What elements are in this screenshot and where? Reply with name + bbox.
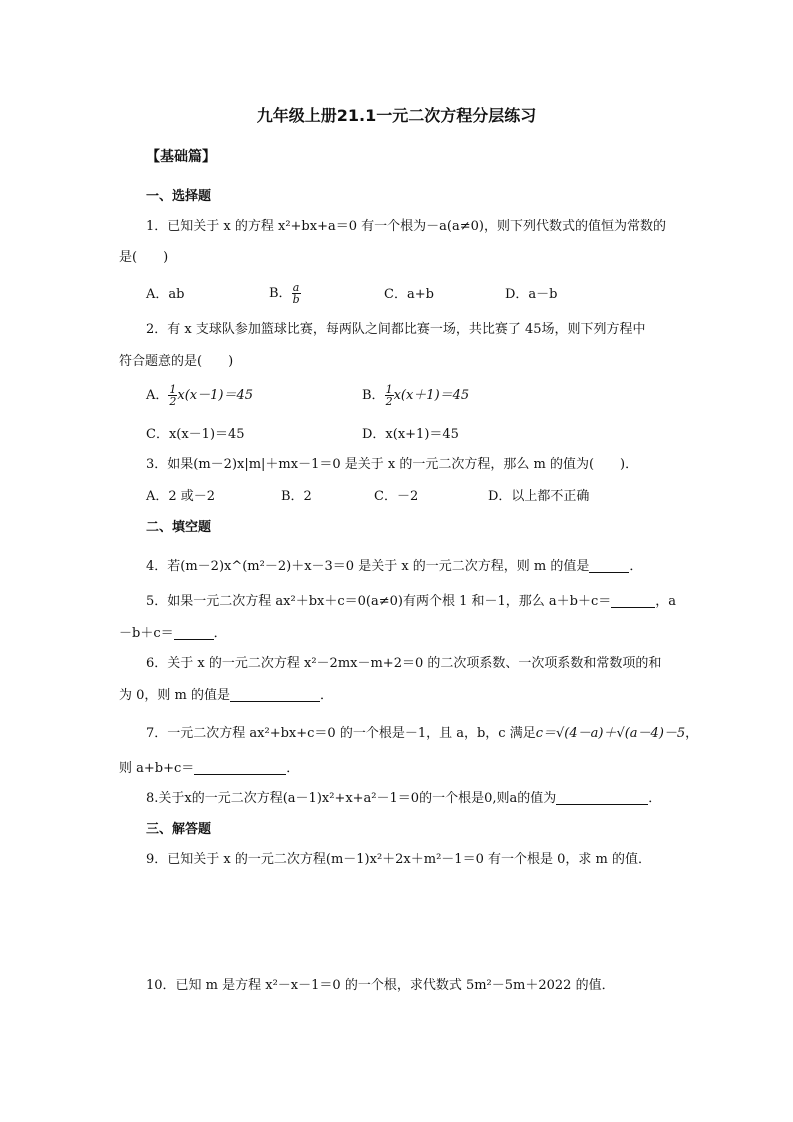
q2-option-a-label: A． bbox=[146, 388, 169, 403]
q6-text-2-end: ． bbox=[320, 688, 334, 703]
q3-option-b: B．2 bbox=[281, 489, 312, 504]
q2-option-b bbox=[362, 384, 469, 407]
part2-heading: 二、填空题 bbox=[146, 520, 212, 535]
q7-text-1: 7．一元二次方程 ax²+bx+c＝0 的一个根是－1，且 a，b，c 满足 bbox=[146, 726, 536, 741]
fraction-denominator: b bbox=[292, 293, 300, 306]
part3-heading: 三、解答题 bbox=[146, 822, 212, 837]
q5-answer-blank-1[interactable] bbox=[611, 595, 655, 608]
fraction-numerator: 1 bbox=[385, 383, 393, 396]
q4-text: 4．若(m－2)x^(m²－2)＋x－3＝0 是关于 x 的一元二次方程，则 m 的值是 bbox=[146, 559, 590, 574]
q2-option-d: D．x(x+1)＝45 bbox=[362, 427, 459, 442]
q1-option-b-fraction bbox=[292, 282, 301, 305]
q6-answer-blank[interactable] bbox=[230, 689, 320, 702]
q5-text-2: －b＋c＝ bbox=[119, 626, 174, 641]
q7-formula: c＝√(4－a)＋√(a－4)－5 bbox=[535, 726, 686, 741]
q3-option-d: D．以上都不正确 bbox=[488, 489, 590, 504]
q2-option-b-label: B． bbox=[362, 388, 385, 403]
q2-line2: 符合题意的是( ) bbox=[119, 354, 234, 369]
q2-option-c: C．x(x－1)＝45 bbox=[146, 427, 245, 442]
q1-option-c: C．a+b bbox=[384, 287, 434, 302]
q1-option-a: A．ab bbox=[146, 287, 185, 302]
q9-line: 9．已知关于 x 的一元二次方程(m－1)x²＋2x＋m²－1＝0 有一个根是 0，求 m 的值． bbox=[146, 852, 651, 867]
q3-option-c: C．－2 bbox=[374, 489, 419, 504]
fraction-numerator: 1 bbox=[169, 383, 177, 396]
q8-text: 8.关于x的一元二次方程(a－1)x²+x+a²－1＝0的一个根是0,则a的值为 bbox=[146, 791, 557, 806]
q7-line2 bbox=[119, 762, 299, 775]
fraction-numerator: a bbox=[292, 281, 300, 294]
q7-text-1-end: ， bbox=[685, 726, 699, 741]
q5-line2 bbox=[119, 627, 227, 640]
q8-end: ． bbox=[648, 791, 662, 806]
q1-option-b bbox=[269, 282, 301, 305]
q3-option-a: A．2 或－2 bbox=[146, 489, 216, 504]
q4-answer-blank[interactable] bbox=[589, 560, 629, 573]
q5-text-1-end: ，a bbox=[655, 594, 677, 609]
section-basic-heading: 【基础篇】 bbox=[146, 149, 216, 165]
q5-answer-blank-2[interactable] bbox=[174, 627, 214, 640]
q5-text-2-end: ． bbox=[213, 626, 227, 641]
q7-answer-blank[interactable] bbox=[194, 762, 286, 775]
q6-line2 bbox=[119, 689, 333, 702]
q1-line2: 是( ) bbox=[119, 250, 169, 265]
q2-line1: 2．有 x 支球队参加篮球比赛，每两队之间都比赛一场，共比赛了 45场，则下列方程中 bbox=[146, 322, 646, 337]
q2-option-a bbox=[146, 384, 253, 407]
page-title: 九年级上册21.1一元二次方程分层练习 bbox=[256, 106, 537, 125]
q4-end: ． bbox=[629, 559, 643, 574]
q2-option-b-expression: x(x＋1)＝45 bbox=[393, 388, 470, 403]
q4-line bbox=[146, 560, 642, 573]
q5-text-1: 5．如果一元二次方程 ax²＋bx＋c＝0(a≠0)有两个根 1 和－1，那么 a＋b＋c＝ bbox=[146, 594, 612, 609]
q6-text-2: 为 0，则 m 的值是 bbox=[119, 688, 230, 703]
fraction-denominator: 2 bbox=[385, 395, 393, 408]
q7-text-2-end: ． bbox=[286, 761, 300, 776]
q8-line bbox=[146, 792, 661, 805]
q1-option-b-label: B． bbox=[269, 286, 292, 301]
q8-answer-blank[interactable] bbox=[556, 792, 648, 805]
fraction-denominator: 2 bbox=[169, 395, 177, 408]
q6-line1: 6．关于 x 的一元二次方程 x²－2mx－m+2＝0 的二次项系数、一次项系数和常数项的和 bbox=[146, 656, 662, 671]
q5-line1 bbox=[146, 595, 676, 608]
q3-line1: 3．如果(m－2)x|m|＋mx－1＝0 是关于 x 的一元二次方程，那么 m 的值为( )． bbox=[146, 457, 639, 472]
q2-option-b-fraction bbox=[385, 384, 394, 407]
q10-line: 10．已知 m 是方程 x²－x－1＝0 的一个根，求代数式 5m²－5m＋2022 的值． bbox=[146, 978, 615, 993]
part1-heading: 一、选择题 bbox=[146, 189, 212, 204]
q1-option-d: D．a－b bbox=[505, 287, 558, 302]
q1-line1: 1．已知关于 x 的方程 x²+bx+a＝0 有一个根为－a(a≠0)，则下列代数式的值恒为常数的 bbox=[146, 219, 666, 234]
q7-text-2: 则 a+b+c＝ bbox=[119, 761, 195, 776]
q7-line1 bbox=[146, 727, 698, 740]
q2-option-a-expression: x(x－1)＝45 bbox=[177, 388, 254, 403]
